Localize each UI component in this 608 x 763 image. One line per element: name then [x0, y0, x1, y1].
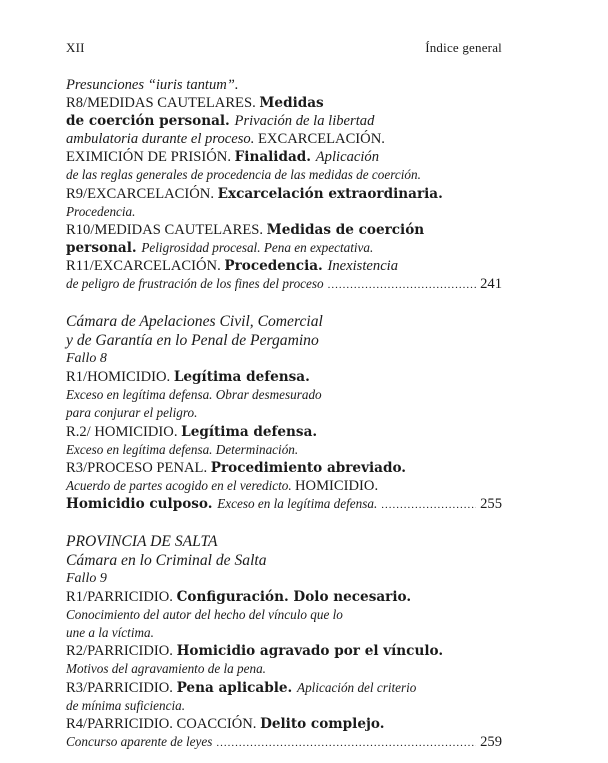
entry-detail: Privación de la libertad: [234, 113, 375, 130]
entry-line: [66, 185, 502, 203]
entry-category: R3/PARRICIDIO.: [66, 679, 177, 696]
entry-detail: Acuerdo de partes acogido en el veredicto.: [66, 477, 295, 493]
page-reference: 255: [480, 495, 502, 512]
entry-category: R8/MEDIDAS CAUTELARES.: [66, 95, 260, 112]
entry-line: [66, 642, 502, 660]
entry-line: [66, 459, 502, 477]
entry-category: HOMICIDIO.: [295, 477, 379, 494]
entry-line: [66, 112, 502, 130]
entry-line: [66, 679, 502, 697]
entry-detail: de peligro de frustración de los fines del proceso: [66, 276, 324, 292]
entry-line: [66, 477, 502, 495]
entry-line: Motivos del agravamiento de la pena.: [66, 661, 266, 677]
entry-category: R3/PROCESO PENAL.: [66, 459, 211, 476]
entry-heading: Medidas de coerción: [266, 221, 425, 238]
entry-heading: Procedencia.: [224, 257, 328, 274]
entry-line: [66, 257, 502, 275]
entry-line: Conocimiento del autor del hecho del vínculo que lo: [66, 607, 343, 623]
entry-detail: ambulatoria durante el proceso.: [66, 131, 258, 148]
entry-line: [66, 239, 502, 257]
entry-line: [66, 130, 502, 148]
entry-line: [66, 221, 502, 239]
entry-line: Exceso en legítima defensa. Determinación.: [66, 441, 299, 457]
entry-line: une a la víctima.: [66, 625, 154, 641]
index-block-2: [66, 312, 502, 514]
entry-category: EXIMICIÓN DE PRISIÓN.: [66, 149, 235, 166]
entry-heading: Finalidad.: [234, 149, 316, 166]
entry-category: R1/HOMICIDIO.: [66, 369, 174, 386]
page-reference: 259: [480, 733, 502, 750]
entry-heading: Delito complejo.: [260, 715, 385, 732]
entry-category: R10/MEDIDAS CAUTELARES.: [66, 221, 267, 238]
entry-line: [66, 588, 502, 606]
entry-heading: personal.: [66, 239, 142, 256]
dot-leader: [216, 734, 476, 752]
entry-heading: Excarcelación extraordinaria.: [217, 185, 443, 202]
entry-text: [66, 495, 377, 513]
entry-category: R9/EXCARCELACIÓN.: [66, 185, 218, 202]
index-block-3: [66, 532, 502, 752]
entry-category: R.2/ HOMICIDIO.: [66, 423, 182, 440]
province-heading: PROVINCIA DE SALTA: [66, 532, 218, 550]
entry-line: [66, 148, 502, 166]
index-content: [66, 76, 502, 752]
entry-heading: de coerción personal.: [66, 113, 235, 130]
entry-detail: Peligrosidad procesal. Pena en expectativa.: [141, 239, 374, 255]
page-reference: 241: [480, 276, 502, 293]
entry-heading: Medidas: [259, 95, 324, 112]
dot-leader: [328, 276, 477, 294]
entry-detail: Aplicación: [315, 149, 379, 166]
entry-category: R1/PARRICIDIO.: [66, 589, 177, 606]
entry-line: para conjurar el peligro.: [66, 405, 198, 421]
entry-category: EXCARCELACIÓN.: [258, 131, 385, 148]
court-heading: Cámara de Apelaciones Civil, Comercial: [66, 313, 323, 331]
entry-heading: Pena aplicable.: [176, 679, 298, 696]
court-heading: Cámara en lo Criminal de Salta: [66, 551, 267, 569]
dot-leader: [381, 496, 476, 514]
entry-detail: Exceso en la legítima defensa.: [217, 495, 378, 511]
entry-category: R4/PARRICIDIO. COACCIÓN.: [66, 715, 261, 732]
entry-line-with-page: [66, 733, 502, 752]
page-number-roman: XII: [66, 40, 85, 55]
entry-detail: Aplicación del criterio: [297, 679, 417, 695]
entry-detail: Concurso aparente de leyes: [66, 733, 213, 749]
entry-line-with-page: [66, 275, 502, 294]
entry-line: de las reglas generales de procedencia de las medidas de coerción.: [66, 167, 421, 183]
entry-line: Presunciones “iuris tantum”.: [66, 77, 239, 93]
court-heading: y de Garantía en lo Penal de Pergamino: [66, 332, 319, 350]
entry-heading: Homicidio culposo.: [66, 495, 218, 512]
entry-line: [66, 368, 502, 386]
entry-line: Exceso en legítima defensa. Obrar desmesurado: [66, 387, 322, 403]
entry-detail: Inexistencia: [327, 257, 399, 274]
entry-category: R11/EXCARCELACIÓN.: [66, 257, 225, 274]
entry-heading: Configuración. Dolo necesario.: [176, 589, 412, 606]
entry-line: [66, 715, 502, 733]
ruling-number: Fallo 9: [66, 570, 107, 586]
entry-line: [66, 94, 502, 112]
entry-line: de mínima suficiencia.: [66, 697, 186, 713]
entry-heading: Legítima defensa.: [181, 423, 318, 440]
index-block-1: [66, 76, 502, 294]
entry-heading: Legítima defensa.: [173, 369, 310, 386]
ruling-number: Fallo 8: [66, 351, 107, 367]
entry-line: [66, 423, 502, 441]
entry-heading: Procedimiento abreviado.: [210, 459, 407, 476]
running-title: Índice general: [425, 40, 502, 55]
entry-line: Procedencia.: [66, 203, 136, 219]
entry-category: R2/PARRICIDIO.: [66, 643, 177, 660]
entry-line-with-page: [66, 495, 502, 514]
entry-heading: Homicidio agravado por el vínculo.: [176, 643, 444, 660]
